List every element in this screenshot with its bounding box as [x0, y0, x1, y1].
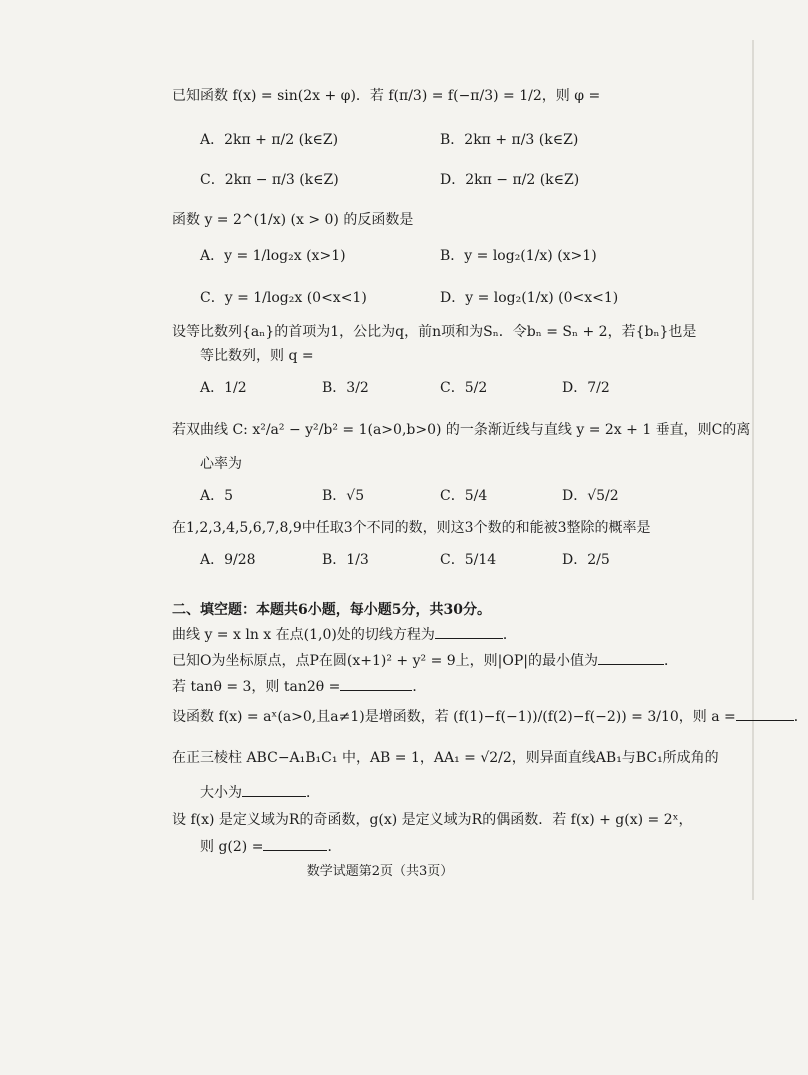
option-10a: A．1/2 — [200, 380, 247, 396]
option-11d: D．√5/2 — [562, 488, 619, 504]
question-8 — [172, 86, 600, 106]
page-footer: 数学试题第2页（共3页） — [306, 864, 454, 879]
question-10 — [172, 322, 696, 342]
question-18-stem-line1: 设 f(x) 是定义域为R的奇函数，g(x) 是定义域为R的偶函数．若 f(x) + g(x) = 2ˣ， — [172, 812, 693, 828]
option-9b: B．y = log₂(1/x) (x>1) — [440, 248, 597, 264]
option-8c: C．2kπ − π/3 (k∈Z) — [200, 172, 339, 188]
question-17-stem-line1: 在正三棱柱 ABC−A₁B₁C₁ 中，AB = 1，AA₁ = √2/2，则异面直线AB₁与BC₁所成角的 — [172, 750, 719, 766]
question-9-stem: 函数 y = 2^(1/x) (x > 0) 的反函数是 — [172, 212, 414, 228]
option-10d: D．7/2 — [562, 380, 610, 396]
answer-blank-14[interactable] — [598, 650, 664, 665]
question-17-stem-line2: 大小为 — [200, 785, 242, 801]
question-10-line2 — [200, 346, 314, 366]
question-10-stem-line2: 等比数列，则 q = — [200, 348, 314, 364]
question-11 — [172, 420, 750, 440]
question-12-stem: 在1,2,3,4,5,6,7,8,9中任取3个不同的数，则这3个数的和能被3整除的概率是 — [172, 520, 651, 536]
page-edge — [752, 40, 754, 900]
option-12c: C．5/14 — [440, 552, 497, 568]
question-9 — [172, 210, 413, 230]
question-11-stem-line2: 心率为 — [200, 456, 242, 472]
question-15-stem: 若 tanθ = 3，则 tan2θ = — [172, 679, 341, 695]
option-8b: B．2kπ + π/3 (k∈Z) — [440, 132, 579, 148]
option-12a: A．9/28 — [200, 552, 256, 568]
option-9d: D．y = log₂(1/x) (0<x<1) — [440, 290, 619, 306]
option-12b: B．1/3 — [322, 552, 369, 568]
question-17-line2: 大小为 ． — [200, 782, 320, 803]
answer-blank-17[interactable] — [242, 782, 306, 797]
question-12 — [172, 518, 651, 538]
option-10b: B．3/2 — [322, 380, 369, 396]
option-11c: C．5/4 — [440, 488, 488, 504]
option-12d: D．2/5 — [562, 552, 610, 568]
question-17 — [172, 748, 719, 768]
section-2-heading: 二、填空题：本题共6小题，每小题5分，共30分。 — [172, 602, 491, 618]
answer-blank-13[interactable] — [435, 624, 503, 639]
option-9a: A．y = 1/log₂x (x>1) — [200, 248, 346, 264]
option-8a: A．2kπ + π/2 (k∈Z) — [200, 132, 339, 148]
question-16: 设函数 f(x) = aˣ(a>0,且a≠1)是增函数，若 (f(1)−f(−1))/(f(2)−f(−2)) = 3/10，则 a = ． — [172, 706, 808, 727]
question-8-stem: 已知函数 f(x) = sin(2x + φ)．若 f(π/3) = f(−π/3) = 1/2，则 φ = — [172, 88, 601, 104]
question-14-stem: 已知O为坐标原点，点P在圆(x+1)² + y² = 9上，则|OP|的最小值为 — [172, 653, 598, 669]
answer-blank-18[interactable] — [263, 836, 327, 851]
question-15: 若 tanθ = 3，则 tan2θ = ． — [172, 676, 426, 697]
question-16-stem: 设函数 f(x) = aˣ(a>0,且a≠1)是增函数，若 (f(1)−f(−1))/(f(2)−f(−2)) = 3/10，则 a = — [172, 709, 736, 725]
option-9c: C．y = 1/log₂x (0<x<1) — [200, 290, 367, 306]
question-13-stem: 曲线 y = x ln x 在点(1,0)处的切线方程为 — [172, 627, 435, 643]
answer-blank-15[interactable] — [340, 676, 412, 691]
option-10c: C．5/2 — [440, 380, 488, 396]
option-8d: D．2kπ − π/2 (k∈Z) — [440, 172, 580, 188]
answer-blank-16[interactable] — [736, 706, 794, 721]
question-18 — [172, 810, 693, 830]
question-18-stem-line2: 则 g(2) = — [200, 839, 264, 855]
question-11-stem-line1: 若双曲线 C: x²/a² − y²/b² = 1(a>0,b>0) 的一条渐近线与直线 y = 2x + 1 垂直，则C的离 — [172, 422, 751, 438]
question-11-line2 — [200, 454, 242, 474]
question-18-line2: 则 g(2) = ． — [200, 836, 341, 857]
question-10-stem-line1: 设等比数列{aₙ}的首项为1，公比为q，前n项和为Sₙ．令bₙ = Sₙ + 2，若{bₙ}也是 — [172, 324, 697, 340]
option-11b: B．√5 — [322, 488, 365, 504]
question-14: 已知O为坐标原点，点P在圆(x+1)² + y² = 9上，则|OP|的最小值为 ． — [172, 650, 678, 671]
option-11a: A．5 — [200, 488, 234, 504]
question-13: 曲线 y = x ln x 在点(1,0)处的切线方程为 ． — [172, 624, 517, 645]
